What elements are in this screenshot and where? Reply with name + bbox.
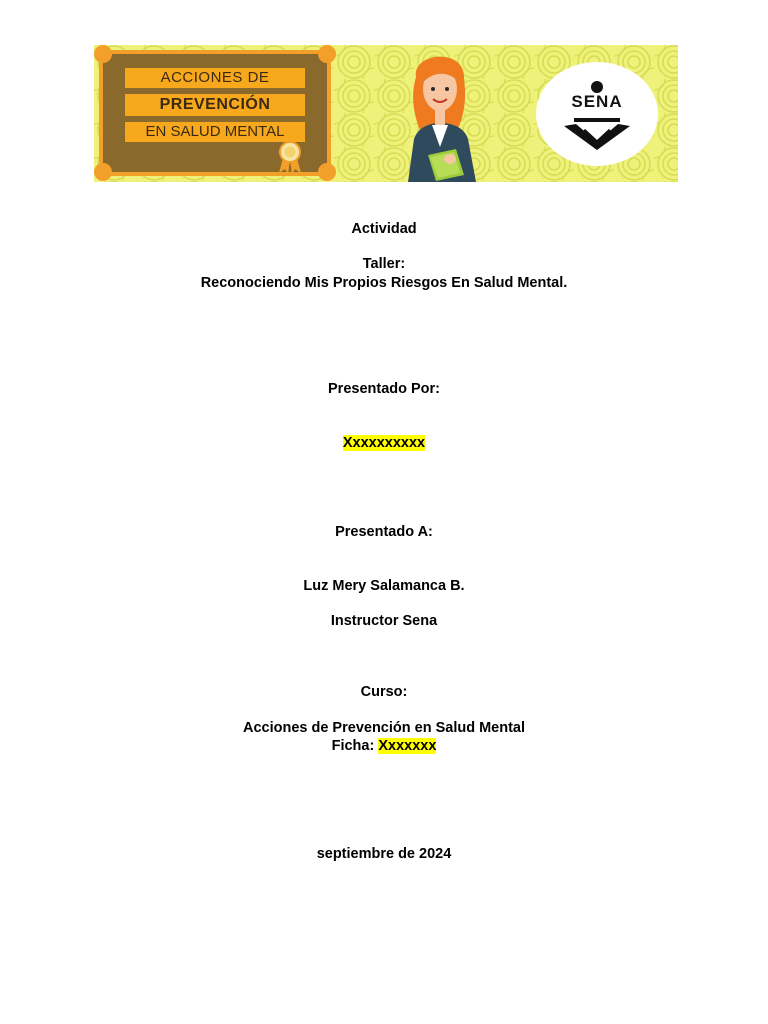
activity-label: Actividad bbox=[351, 221, 417, 237]
ficha-label: Ficha: bbox=[331, 738, 379, 754]
header-banner bbox=[94, 45, 678, 182]
ficha-line bbox=[0, 737, 768, 755]
workshop-title: Reconociendo Mis Propios Riesgos En Salud Mental. bbox=[200, 275, 568, 291]
ficha-value: Xxxxxxx bbox=[378, 738, 437, 754]
presented-by-line bbox=[0, 434, 768, 452]
workshop-label: Taller: bbox=[362, 256, 406, 272]
plaque-line-3: EN SALUD MENTAL bbox=[125, 122, 305, 142]
course-label: Curso: bbox=[360, 684, 408, 700]
title-plaque bbox=[99, 50, 331, 176]
presented-to-label: Presentado A: bbox=[335, 524, 433, 540]
sena-logo bbox=[536, 62, 658, 166]
plaque-line-2: PREVENCIÓN bbox=[125, 94, 305, 116]
instructor-role: Instructor Sena bbox=[330, 613, 438, 629]
woman-holding-folder-icon bbox=[394, 47, 490, 182]
instructor-name: Luz Mery Salamanca B. bbox=[303, 578, 465, 594]
course-name: Acciones de Prevención en Salud Mental bbox=[242, 720, 526, 736]
presented-by-value: Xxxxxxxxxx bbox=[342, 435, 426, 451]
presented-by-label: Presentado Por: bbox=[328, 381, 440, 397]
document-date: septiembre de 2024 bbox=[316, 846, 452, 862]
sena-logo-icon bbox=[554, 80, 640, 150]
plaque-line-1: ACCIONES DE bbox=[125, 68, 305, 88]
award-ribbon-icon bbox=[275, 140, 305, 174]
sena-logo-text: SENA bbox=[571, 92, 623, 111]
